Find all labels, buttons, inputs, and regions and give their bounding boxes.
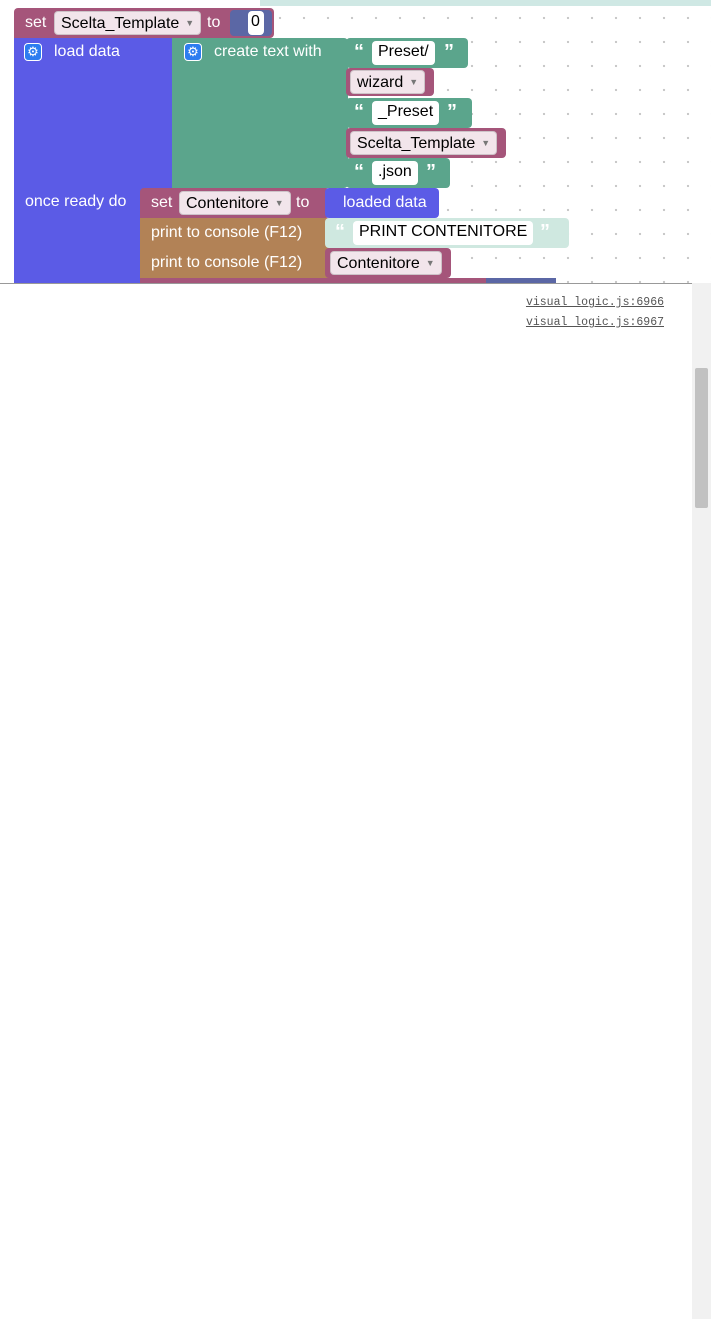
console-scrollbar-thumb[interactable] (695, 368, 708, 508)
scelta-template-variable-block[interactable] (346, 128, 506, 158)
quote-close-icon: ” (444, 41, 454, 63)
source-link-6966[interactable]: visual logic.js:6966 (525, 296, 664, 309)
quote-close-icon: ” (447, 101, 457, 123)
workspace-top-strip (260, 0, 711, 6)
text-value-underscore-preset[interactable]: _Preset (372, 101, 439, 125)
wizard-label: wizard (357, 74, 404, 91)
gear-icon[interactable]: ⚙ (24, 43, 42, 61)
once-ready-label: once ready do (25, 193, 127, 210)
dropdown-caret-icon: ▼ (425, 258, 435, 268)
scelta-template-var-dropdown[interactable] (350, 131, 497, 155)
quote-open-icon: “ (354, 161, 364, 183)
scelta-template-label: Scelta_Template (61, 15, 180, 32)
text-block-print-contenitore[interactable] (325, 218, 569, 248)
wizard-dropdown[interactable] (350, 70, 425, 94)
set-contenitore-block[interactable] (140, 188, 330, 218)
create-text-block[interactable] (172, 38, 348, 188)
text-block-preset[interactable] (346, 38, 468, 68)
quote-open-icon: “ (354, 101, 364, 123)
to-keyword: to (207, 14, 221, 31)
load-data-label: load data (54, 43, 120, 60)
quote-close-icon: ” (426, 161, 436, 183)
dropdown-caret-icon: ▼ (409, 77, 419, 87)
to-keyword: to (296, 194, 310, 211)
workspace-left-edge (0, 0, 13, 283)
contenitore-variable-block[interactable] (325, 248, 451, 278)
dropdown-caret-icon: ▼ (481, 138, 491, 148)
set-keyword: set (151, 194, 173, 211)
contenitore-var-dropdown[interactable] (330, 251, 442, 275)
print-console-label: print to console (F12) (151, 254, 303, 271)
set-keyword: set (25, 14, 47, 31)
create-text-label: create text with (214, 43, 322, 60)
number-value[interactable]: 0 (248, 11, 264, 35)
text-block-json[interactable] (346, 158, 450, 188)
text-value-print-contenitore[interactable]: PRINT CONTENITORE (353, 221, 533, 245)
print-console-block-2[interactable] (140, 248, 330, 278)
print-console-block-1[interactable] (140, 218, 330, 248)
source-link-6967[interactable]: visual logic.js:6967 (525, 316, 664, 329)
wizard-variable-block[interactable] (346, 68, 434, 96)
set-scelta-template-block[interactable] (14, 8, 274, 38)
text-value-json[interactable]: .json (372, 161, 418, 185)
quote-open-icon: “ (354, 41, 364, 63)
quote-close-icon: ” (540, 221, 550, 243)
blockly-workspace[interactable] (0, 0, 711, 283)
loaded-data-label: loaded data (343, 194, 427, 211)
text-block-underscore-preset[interactable] (346, 98, 472, 128)
loaded-data-block[interactable] (325, 188, 439, 218)
scelta-template-dropdown[interactable] (54, 11, 201, 35)
contenitore-dropdown[interactable] (179, 191, 291, 215)
text-value-preset[interactable]: Preset/ (372, 41, 435, 65)
devtools-console[interactable] (0, 283, 711, 1320)
number-block[interactable] (230, 10, 272, 36)
contenitore-label: Contenitore (186, 195, 269, 212)
dropdown-caret-icon: ▼ (185, 18, 195, 28)
dropdown-caret-icon: ▼ (274, 198, 284, 208)
scelta-template-var-label: Scelta_Template (357, 135, 476, 152)
quote-open-icon: “ (335, 221, 345, 243)
gear-icon[interactable]: ⚙ (184, 43, 202, 61)
contenitore-var-label: Contenitore (337, 255, 420, 272)
print-console-label: print to console (F12) (151, 224, 303, 241)
